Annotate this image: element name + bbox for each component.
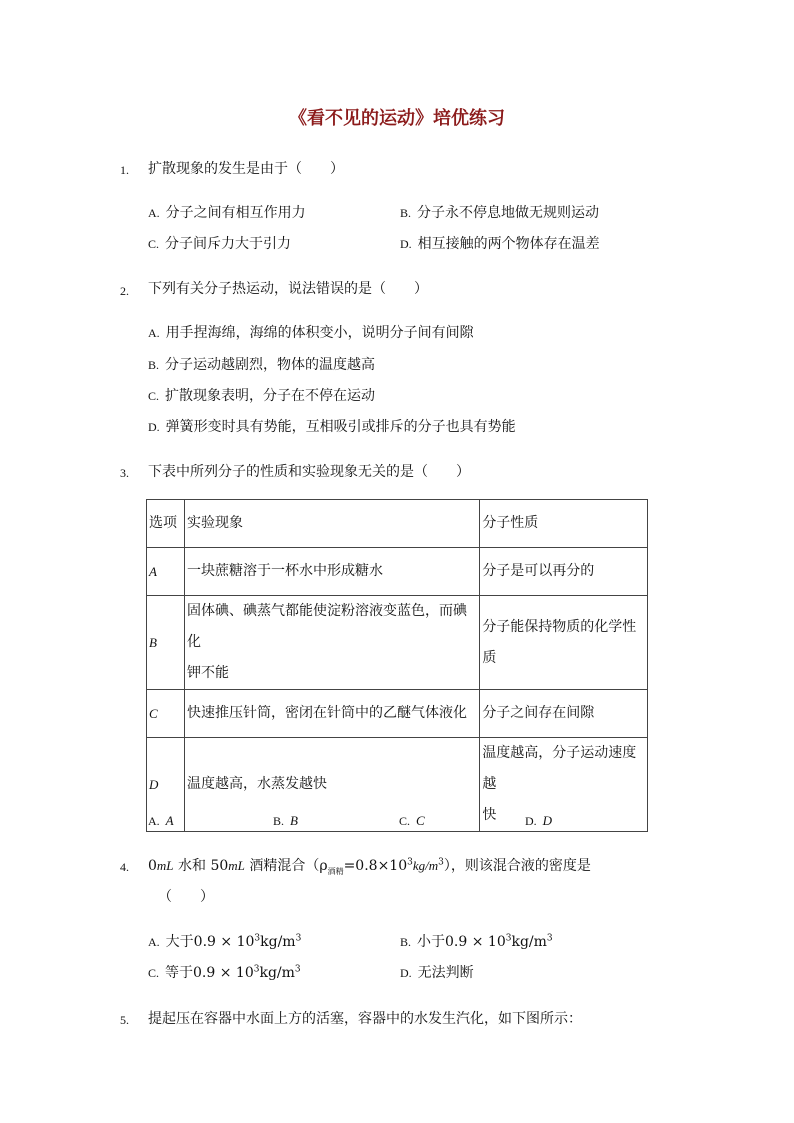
- table-cell: 快速推压针筒，密闭在针筒中的乙醚气体液化: [184, 690, 479, 738]
- q2-option-d[interactable]: D. 弹簧形变时具有势能，互相吸引或排斥的分子也具有势能: [148, 419, 516, 435]
- table-header-row: [147, 500, 648, 548]
- q4-option-a[interactable]: A. 大于$0.9 \times 10^3kg/m^3$: [148, 933, 302, 950]
- q2-option-a[interactable]: A. 用手捏海绵，海绵的体积变小，说明分子间有间隙: [148, 325, 474, 341]
- table-cell: 分子之间存在间隙: [480, 690, 648, 738]
- table-row: [147, 548, 648, 596]
- q4-stem-line2: （ ）: [158, 889, 214, 905]
- q4-option-c[interactable]: C. 等于$0.9 \times 10^3kg/m^3$: [148, 964, 301, 981]
- q3-option-a[interactable]: A. A: [148, 813, 174, 828]
- table-cell-key: D: [147, 738, 185, 832]
- q5-stem: 提起压在容器中水面上方的活塞，容器中的水发生汽化，如下图所示：: [148, 1011, 582, 1027]
- q1-option-b[interactable]: B. 分子永不停息地做无规则运动: [400, 205, 600, 221]
- q3-number: 3.: [120, 466, 129, 480]
- q3-option-c[interactable]: C. C: [399, 813, 425, 828]
- table-cell: 分子能保持物质的化学性 质: [480, 596, 648, 690]
- q2-number: 2.: [120, 284, 129, 298]
- q2-stem: 下列有关分子热运动，说法错误的是（ ）: [148, 281, 428, 297]
- table-header: 选项: [147, 500, 185, 548]
- table-cell-key: B: [147, 596, 185, 690]
- q3-option-d[interactable]: D. D: [525, 813, 553, 828]
- table-row: [147, 690, 648, 738]
- table-cell: 一块蔗糖溶于一杯水中形成糖水: [184, 548, 479, 596]
- table-cell: 温度越高，水蒸发越快: [184, 738, 479, 832]
- table-cell: 分子是可以再分的: [480, 548, 648, 596]
- table-cell-key: C: [147, 690, 185, 738]
- q1-stem: 扩散现象的发生是由于（ ）: [148, 161, 344, 177]
- table-header: 分子性质: [480, 500, 648, 548]
- q3-table: [146, 499, 648, 832]
- q1-number: 1.: [120, 163, 129, 177]
- table-cell-key: A: [147, 548, 185, 596]
- q1-option-d[interactable]: D. 相互接触的两个物体存在温差: [400, 236, 600, 252]
- q4-stem: 0mL 水和 50mL 酒精混合$(\rho_{酒精}=0.8\times 10^3kg/m^3)$，则该混合液的密度是: [148, 857, 591, 876]
- q2-option-b[interactable]: B. 分子运动越剧烈，物体的温度越高: [148, 357, 376, 373]
- q4-option-b[interactable]: B. 小于$0.9 \times 10^3kg/m^3$: [400, 933, 553, 950]
- q4-option-d[interactable]: D. 无法判断: [400, 965, 474, 981]
- q3-option-b[interactable]: B. B: [273, 813, 298, 828]
- page-title: 《看不见的运动》培优练习: [289, 108, 505, 129]
- q5-number: 5.: [120, 1013, 129, 1027]
- q3-stem: 下表中所列分子的性质和实验现象无关的是（ ）: [148, 464, 470, 480]
- table-cell: 固体碘、碘蒸气都能使淀粉溶液变蓝色，而碘化 钾不能: [184, 596, 479, 690]
- table-header: 实验现象: [184, 500, 479, 548]
- table-row: [147, 738, 648, 832]
- table-cell: 温度越高，分子运动速度越 快: [480, 738, 648, 832]
- q1-option-a[interactable]: A. 分子之间有相互作用力: [148, 205, 306, 221]
- q1-option-c[interactable]: C. 分子间斥力大于引力: [148, 236, 292, 252]
- table-row: [147, 596, 648, 690]
- q2-option-c[interactable]: C. 扩散现象表明，分子在不停在运动: [148, 388, 376, 404]
- q4-number: 4.: [120, 860, 129, 874]
